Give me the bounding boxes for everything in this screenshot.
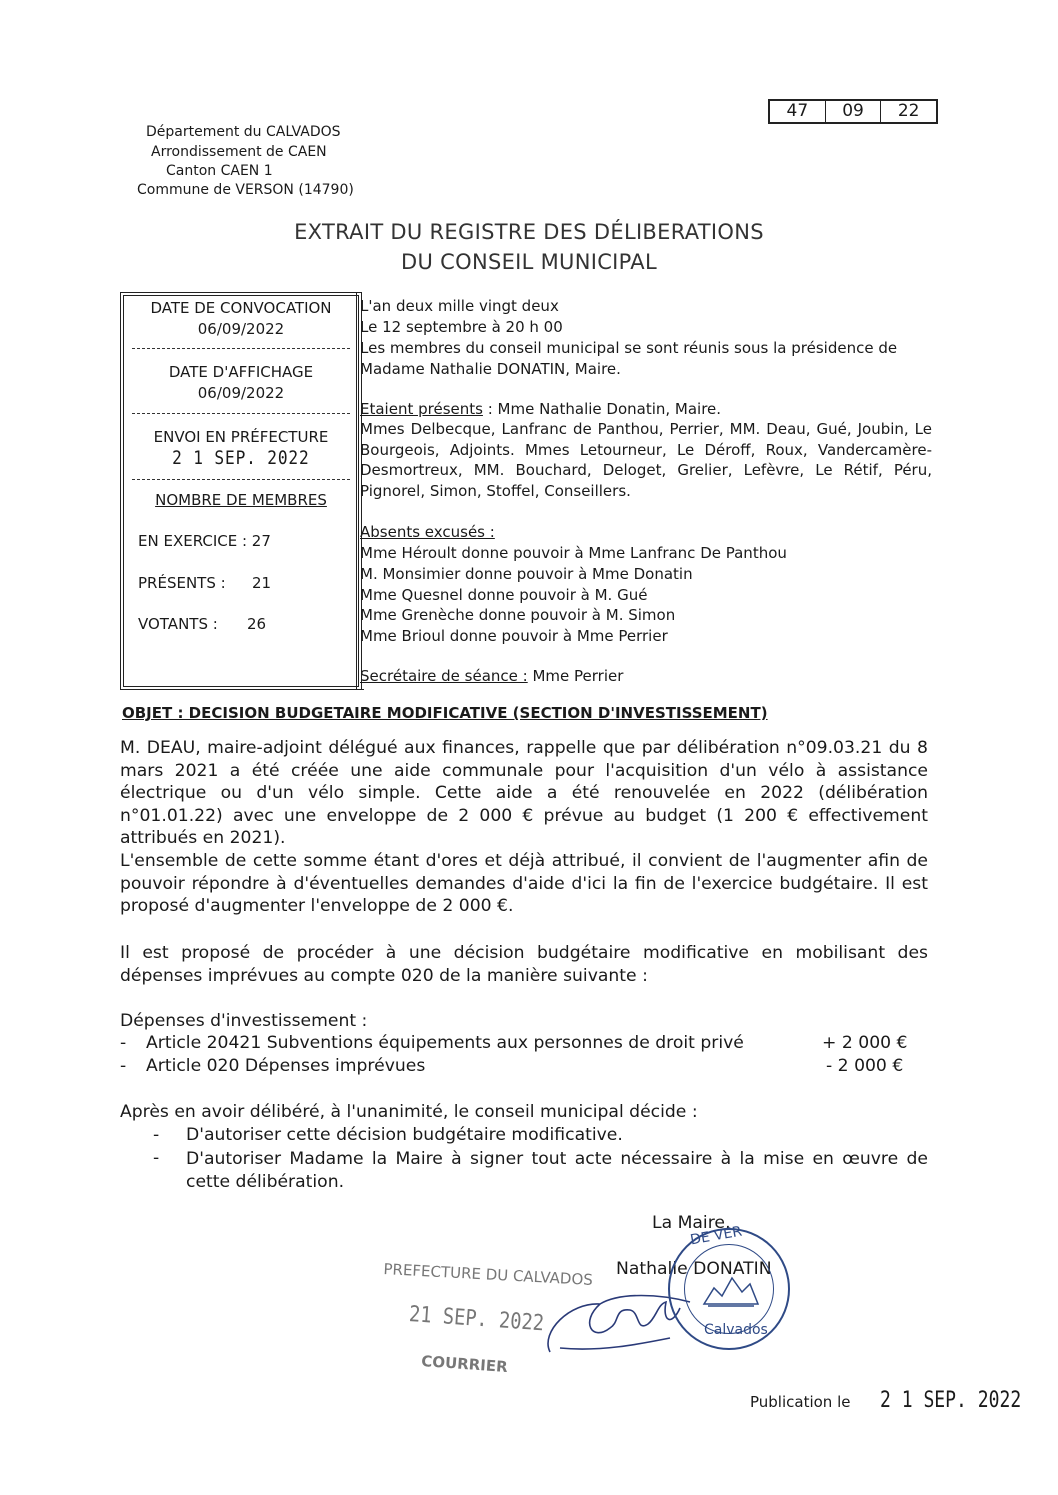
departement: Département du CALVADOS — [146, 124, 341, 140]
prefecture-stamp-line-1: PREFECTURE DU CALVADOS — [383, 1260, 594, 1289]
absent-item: M. Monsimier donne pouvoir à Mme Donatin — [360, 565, 693, 583]
meeting-presidence: Les membres du conseil municipal se sont réunis sous la présidence de — [360, 339, 898, 357]
commune: Commune de VERSON (14790) — [137, 182, 354, 198]
reference-number-box — [768, 99, 938, 124]
box-bottom-tick — [356, 689, 364, 690]
affichage-label: DATE D'AFFICHAGE — [168, 363, 314, 381]
divider — [132, 348, 350, 349]
decision-bullet: - — [153, 1148, 160, 1168]
signature-name: Nathalie DONATIN — [616, 1259, 772, 1279]
mairie-seal — [668, 1223, 790, 1350]
ref-cell-1: 47 — [770, 101, 826, 122]
column-separator — [356, 292, 357, 690]
presents-label: PRÉSENTS : — [138, 574, 226, 592]
presents-heading — [360, 399, 721, 419]
meeting-presidence-name: Madame Nathalie DONATIN, Maire. — [360, 360, 621, 378]
absents-heading: Absents excusés : — [360, 523, 495, 541]
prefecture-label: ENVOI EN PRÉFECTURE — [153, 428, 329, 446]
seal-emblem-icon — [700, 1268, 762, 1310]
article-amount: + 2 000 € — [822, 1033, 908, 1053]
article-bullet: - — [120, 1033, 127, 1053]
absent-item: Mme Héroult donne pouvoir à Mme Lanfranc De Panthou — [360, 544, 787, 562]
arrondissement: Arrondissement de CAEN — [151, 144, 327, 160]
votants-label: VOTANTS : — [138, 615, 218, 633]
paragraph-1: M. DEAU, maire-adjoint délégué aux finances, rappelle que par délibération n°09.03.21 du 8 mars 2021 a été créée une aide communale pour l'acquisition d'un vélo à assistance électrique ou d'un vélo simple. Cette aide a été renouvelée en 2022 (délibération n°01.01.22) avec une enveloppe de 2 000 € prévue au budget (1 200 € effectivement attribués en 2021). — [120, 738, 928, 849]
document-title-line-2: DU CONSEIL MUNICIPAL — [401, 250, 657, 274]
ref-cell-3: 22 — [897, 101, 920, 121]
exercice-count: EN EXERCICE : 27 — [138, 532, 271, 550]
affichage-date: 06/09/2022 — [197, 384, 285, 402]
meeting-info-box — [120, 292, 362, 690]
publication-label: Publication le — [750, 1393, 851, 1411]
secretaire-name: Mme Perrier — [527, 667, 624, 685]
divider — [132, 479, 350, 480]
presents-value: 21 — [252, 574, 272, 592]
seal-text-top: DE VER — [689, 1223, 744, 1249]
document-title-line-1: EXTRAIT DU REGISTRE DES DÉLIBERATIONS — [294, 220, 764, 244]
membres-label: NOMBRE DE MEMBRES — [155, 491, 327, 509]
signature-title: La Maire, — [652, 1213, 731, 1233]
secretaire-label: Secrétaire de séance : — [360, 667, 528, 685]
meeting-year: L'an deux mille vingt deux — [360, 297, 559, 315]
prefecture-date-wrapper — [124, 448, 358, 470]
votants-value: 26 — [247, 615, 267, 633]
article-label: Article 020 Dépenses imprévues — [146, 1056, 426, 1076]
article-bullet: - — [120, 1056, 127, 1076]
decision-item: D'autoriser Madame la Maire à signer tout acte nécessaire à la mise en œuvre de cette délibération. — [186, 1149, 928, 1192]
prefecture-stamp-line-3: COURRIER — [420, 1352, 509, 1376]
divider — [132, 413, 350, 414]
decision-intro: Après en avoir délibéré, à l'unanimité, le conseil municipal décide : — [120, 1102, 698, 1122]
paragraph-2: L'ensemble de cette somme étant d'ores et déjà attribué, il convient de l'augmenter afin de pouvoir répondre à d'éventuelles demandes d'aide d'ici la fin de l'exercice budgétaire. Il est proposé d'augmenter l'enveloppe de 2 000 €. — [120, 851, 928, 917]
ref-cell-2: 09 — [826, 101, 882, 122]
seal-text-bottom: Calvados — [704, 1322, 768, 1338]
presents-first: : Mme Nathalie Donatin, Maire. — [482, 400, 722, 418]
presents-heading-label: Etaient présents — [360, 400, 483, 418]
secretaire — [360, 666, 623, 686]
article-label: Article 20421 Subventions équipements aux personnes de droit privé — [146, 1033, 744, 1053]
absent-item: Mme Brioul donne pouvoir à Mme Perrier — [360, 627, 668, 645]
publication-date: 2 1 SEP. 2022 — [880, 1388, 1022, 1413]
absent-item: Mme Quesnel donne pouvoir à M. Gué — [360, 586, 648, 604]
decision-item: D'autoriser cette décision budgétaire modificative. — [186, 1125, 623, 1145]
meeting-date: Le 12 septembre à 20 h 00 — [360, 318, 563, 336]
decision-bullet: - — [153, 1125, 160, 1145]
convocation-label: DATE DE CONVOCATION — [150, 299, 332, 317]
canton: Canton CAEN 1 — [166, 163, 273, 179]
objet-heading: OBJET : DECISION BUDGETAIRE MODIFICATIVE (SECTION D'INVESTISSEMENT) — [122, 704, 768, 722]
absent-item: Mme Grenèche donne pouvoir à M. Simon — [360, 606, 676, 624]
presents-list: Mmes Delbecque, Lanfranc de Panthou, Perrier, MM. Deau, Gué, Joubin, Le Bourgeois, Adjoints. Mmes Letourneur, Le Déroff, Roux, Vandercamère-Desmortreux, MM. Bouchard, Deloget, Grelier, Lefèvre, Le Rétif, Péru, Pignorel, Simon, Stoffel, Conseillers. — [360, 420, 932, 501]
prefecture-date-stamp: 2 1 SEP. 2022 — [172, 447, 310, 469]
prefecture-stamp-date: 21 SEP. 2022 — [408, 1302, 545, 1337]
convocation-date: 06/09/2022 — [197, 320, 285, 338]
paragraph-3: Il est proposé de procéder à une décision budgétaire modificative en mobilisant des dépenses imprévues au compte 020 de la manière suivante : — [120, 943, 928, 986]
depenses-heading: Dépenses d'investissement : — [120, 1011, 368, 1031]
article-amount: - 2 000 € — [826, 1056, 904, 1076]
